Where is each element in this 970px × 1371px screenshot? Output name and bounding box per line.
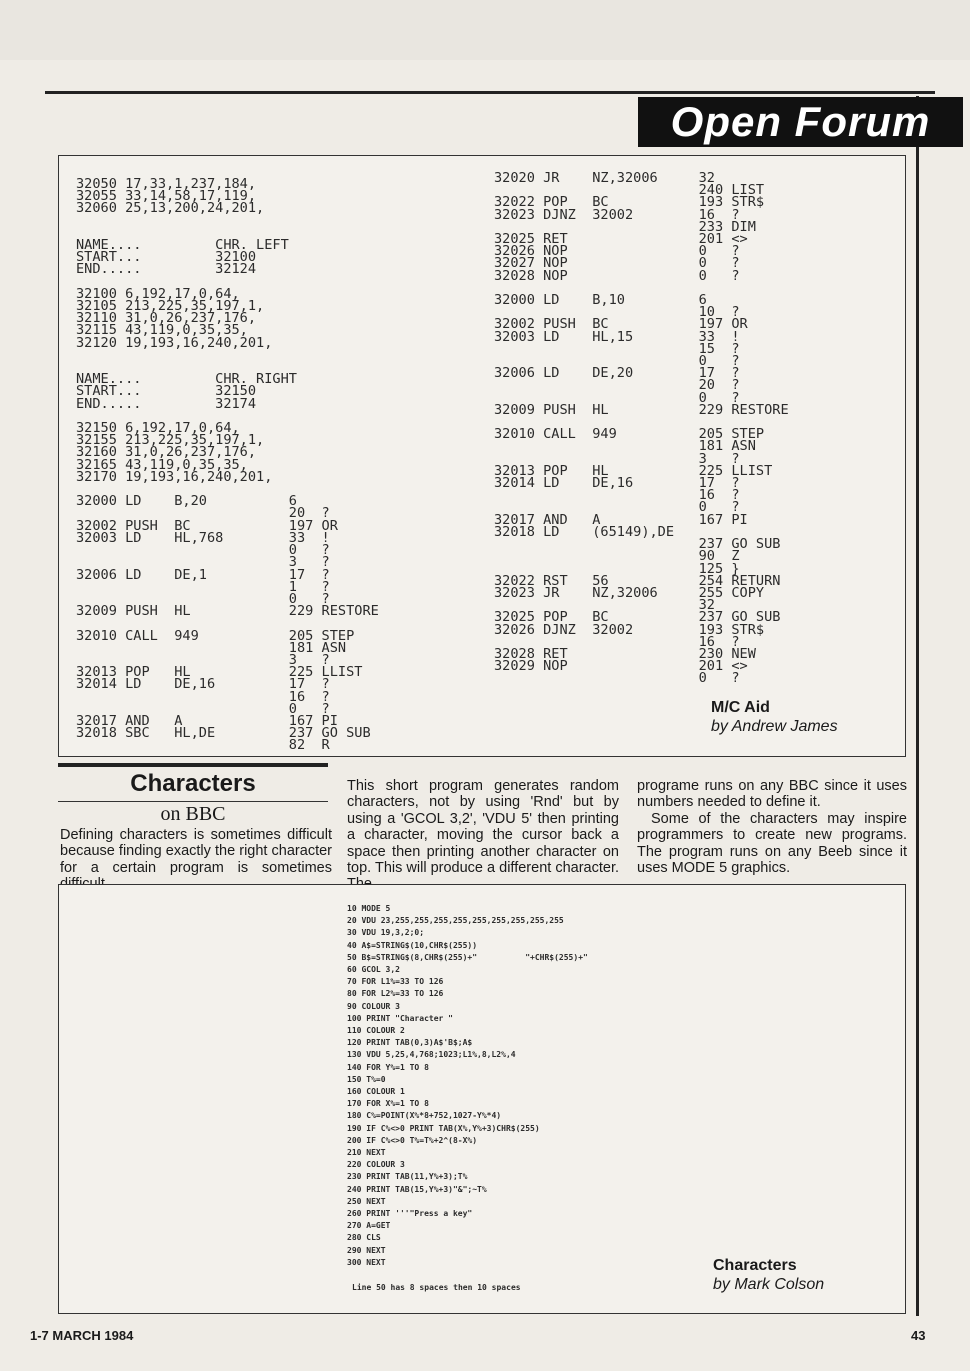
mc-aid-listing-left: 32050 17,33,1,237,184, 32055 33,14,58,17,119, 32060 25,13,200,24,201, NAME.... CHR. LEFT START... 32100 END..... 32124 32100 6,192,17,0,64, 32105 213,225,35,197,1, 32110 31,0,26,237,176, 32115 43,119,0,35,35, 32120 19,193,16,240,201, NAME.... CHR. RIGHT START... 32150 END..... 32174 32150 6,192,17,0,64, 32155 213,225,35,197,1, 32160 31,0,26,237,176, 32165 43,119,0,35,35, 32170 19,193,16,240,201, 32000 LD B,20 6 20 ? 32002 PUSH BC 197 OR 32003 LD HL,768 33 ! 0 ? 3 ? 32006 LD DE,1 17 ? 1 ? 0 ? 32009 PUSH HL 229 RESTORE 32010 CALL 949 205 STEP 181 ASN 3 ? 32013 POP HL 225 LLIST 32014 LD DE,16 17 ? 16 ? 0 ? 32017 AND A 167 PI 32018 SBC HL,DE 237 GO SUB 82 R <box>76 176 379 754</box>
listing-note: Line 50 has 8 spaces then 10 spaces <box>352 1283 521 1292</box>
article-title: Characters <box>130 770 256 797</box>
article-column-3-para-2: Some of the characters may inspire programmers to create new programs. The program runs on any Beeb since it uses MODE 5 graphics. <box>637 810 907 877</box>
footer-date: 1-7 MARCH 1984 <box>30 1328 134 1343</box>
basic-program-listing: 10 MODE 5 20 VDU 23,255,255,255,255,255,255,255,255,255 30 VDU 19,3,2;0; 40 A$=STRING$(10,CHR$(255)) 50 B$=STRING$(8,CHR$(255)+" "+CHR$(255)+" 60 GCOL 3,2 70 FOR L1%=33 TO 126 80 FOR L2%=33 TO 126 90 COLOUR 3 100 PRINT "Character " 110 COLOUR 2 120 PRINT TAB(0,3)A$'B$;A$ 130 VDU 5,25,4,768;1023;L1%,8,L2%,4 140 FOR Y%=1 TO 8 150 T%=0 160 COLOUR 1 170 FOR X%=1 TO 8 180 C%=POINT(X%*8+752,1027-Y%*4) 190 IF C%<>0 PRINT TAB(X%,Y%+3)CHR$(255) 200 IF C%<>0 T%=T%+2^(8-X%) 210 NEXT 220 COLOUR 3 230 PRINT TAB(11,Y%+3);T% 240 PRINT TAB(15,Y%+3)"&";~T% 250 NEXT 260 PRINT '''"Press a key" 270 A=GET 280 CLS 290 NEXT 300 NEXT <box>347 904 588 1267</box>
characters-credit-title: Characters <box>713 1257 797 1274</box>
mc-aid-credit <box>711 698 838 736</box>
article-title-rule <box>58 763 328 767</box>
right-rule <box>916 96 919 1316</box>
article-column-3-para-1: programe runs on any BBC since it uses numbers needed to define it. <box>637 778 907 811</box>
article-subtitle: on BBC <box>160 803 226 825</box>
basic-listing-box <box>58 884 906 1314</box>
article-column-1: Defining characters is sometimes difficult because finding exactly the right character for a certain program is sometimes <box>60 827 332 876</box>
article-column-3 <box>637 778 907 876</box>
section-banner: Open Forum <box>638 97 963 147</box>
article-column-2: This short program generates random characters, not by using 'Rnd' but by using a 'GCOL 3,2', 'VDU 5' then printing a character, moving the cursor back a space then printing another character on top. This will produce a different character. <box>347 778 619 877</box>
mc-aid-listing-box <box>58 155 906 757</box>
top-rule <box>45 91 935 94</box>
mc-aid-credit-title: M/C Aid <box>711 699 770 716</box>
mc-aid-credit-author: by Andrew James <box>711 718 838 735</box>
page-number: 43 <box>911 1328 926 1343</box>
characters-credit <box>713 1256 824 1294</box>
mc-aid-listing-right: 32020 JR NZ,32006 32 240 LIST 32022 POP BC 193 STR$ 32023 DJNZ 32002 16 ? 233 DIM 32025 RET 201 <> 32026 NOP 0 ? 32027 NOP 0 ? 32028 NOP 0 ? 32000 LD B,10 6 10 ? 32002 PUSH BC 197 OR 32003 LD HL,15 33 ! 15 ? 0 ? 32006 LD DE,20 17 ? 20 ? 0 ? 32009 PUSH HL 229 RESTORE 32010 CALL 949 205 STEP 181 ASN 3 ? 32013 POP HL 225 LLIST 32014 LD DE,16 17 ? 16 ? 0 ? 32017 AND A 167 PI 32018 LD (65149),DE 237 GO SUB 90 Z 125 } 32022 RST 56 254 RETURN 32023 JR NZ,32006 255 COPY 32 32025 POP BC 237 GO SUB 32026 DJNZ 32002 193 STR$ 16 ? 32028 RET 230 NEW 32029 NOP 201 <> 0 ? <box>494 170 789 687</box>
characters-credit-author: by Mark Colson <box>713 1276 825 1293</box>
